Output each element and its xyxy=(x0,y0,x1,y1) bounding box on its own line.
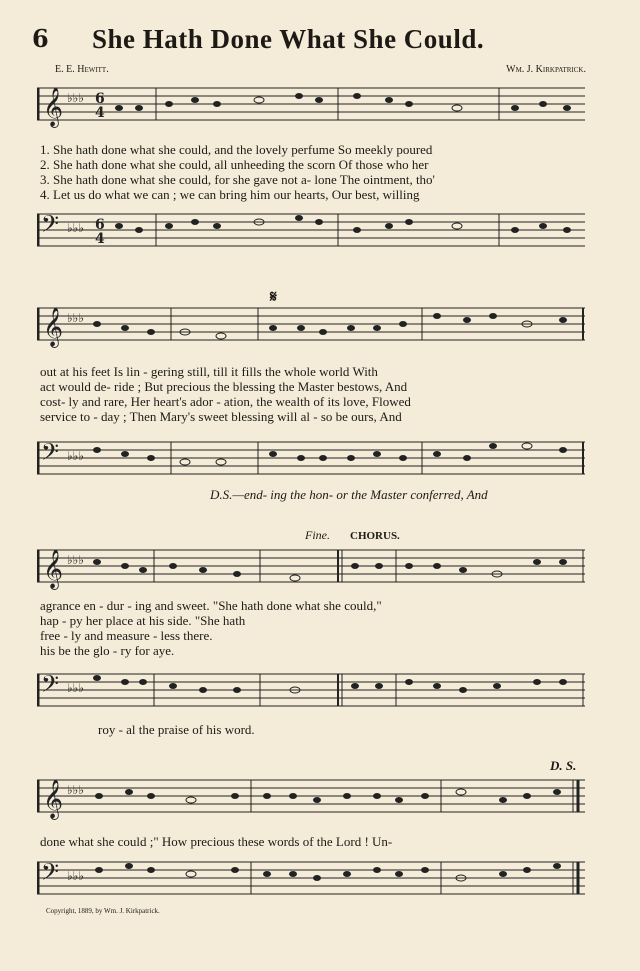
fine-marker: Fine. xyxy=(305,528,330,542)
verse-line-4-1: done what she could ;" How precious these words of the Lord ! Un- xyxy=(40,834,393,849)
composer-credit: Wm. J. Kirkpatrick. xyxy=(506,64,586,75)
treble-staff-3 xyxy=(37,542,585,592)
verse-line-1-4: 4. Let us do what we can ; we can bring him our hearts, Our best, willing xyxy=(40,187,420,202)
svg-text:♭♭♭: ♭♭♭ xyxy=(67,783,84,797)
svg-text:6: 6 xyxy=(95,217,105,233)
treble-staff-2 xyxy=(37,300,585,350)
treble-staff-1 xyxy=(37,80,585,130)
svg-text:4: 4 xyxy=(95,105,105,121)
segno-sign: 𝄋 xyxy=(270,287,277,306)
bass-staff-2 xyxy=(37,434,585,484)
svg-text:♭♭♭: ♭♭♭ xyxy=(67,221,84,235)
verse-line-1-3: 3. She hath done what she could, for she gave not a- lone The ointment, tho' xyxy=(40,172,435,187)
svg-text:♭♭♭: ♭♭♭ xyxy=(67,311,84,325)
verse-line-2-4: service to - day ; Then Mary's sweet blessing will al - so be ours, And xyxy=(40,409,402,424)
svg-text:4: 4 xyxy=(95,231,105,247)
copyright-notice: Copyright, 1889, by Wm. J. Kirkpatrick. xyxy=(46,907,160,915)
svg-text:𝄢: 𝄢 xyxy=(41,670,60,703)
verse-line-1-2: 2. She hath done what she could, all unheeding the scorn Of those who her xyxy=(40,157,429,172)
svg-text:♭♭♭: ♭♭♭ xyxy=(67,91,84,105)
bass-lyric-line: roy - al the praise of his word. xyxy=(98,722,255,737)
svg-text:𝄢: 𝄢 xyxy=(41,858,60,891)
svg-text:𝄢: 𝄢 xyxy=(41,210,60,243)
svg-text:𝄢: 𝄢 xyxy=(41,438,60,471)
verse-line-2-3: cost- ly and rare, Her heart's ador - ation, the wealth of its love, Flowed xyxy=(40,394,411,409)
ds-ending-lyric: D.S.—end- ing the hon- or the Master conferred, And xyxy=(210,487,488,502)
lyricist-credit: E. E. Hewitt. xyxy=(55,64,109,75)
svg-text:𝄞: 𝄞 xyxy=(43,779,64,819)
ds-marker: D. S. xyxy=(550,758,577,773)
svg-text:𝄞: 𝄞 xyxy=(43,87,64,127)
page-number: 6 xyxy=(32,24,49,53)
svg-text:♭♭♭: ♭♭♭ xyxy=(67,869,84,883)
bass-staff-4 xyxy=(37,854,585,904)
verse-line-3-1: agrance en - dur - ing and sweet. "She hath done what she could," xyxy=(40,598,382,613)
svg-text:6: 6 xyxy=(95,91,105,107)
verse-line-1-1: 1. She hath done what she could, and the lovely perfume So meekly poured xyxy=(40,142,433,157)
verse-line-3-3: free - ly and measure - less there. xyxy=(40,628,213,643)
verse-line-2-1: out at his feet Is lin - gering still, till it fills the whole world With xyxy=(40,364,378,379)
hymn-title: She Hath Done What She Could. xyxy=(92,24,485,54)
svg-text:♭♭♭: ♭♭♭ xyxy=(67,449,84,463)
treble-staff-4 xyxy=(37,772,585,822)
verse-line-2-2: act would de- ride ; But precious the blessing the Master bestows, And xyxy=(40,379,408,394)
svg-text:♭♭♭: ♭♭♭ xyxy=(67,681,84,695)
bass-staff-1 xyxy=(37,206,585,256)
svg-text:𝄞: 𝄞 xyxy=(43,307,64,347)
verse-line-3-2: hap - py her place at his side. "She hath xyxy=(40,613,246,628)
svg-text:♭♭♭: ♭♭♭ xyxy=(67,553,84,567)
svg-text:𝄞: 𝄞 xyxy=(43,549,64,589)
chorus-label: CHORUS. xyxy=(350,530,400,542)
verse-line-3-4: his be the glo - ry for aye. xyxy=(40,643,175,658)
bass-staff-3 xyxy=(37,666,585,716)
